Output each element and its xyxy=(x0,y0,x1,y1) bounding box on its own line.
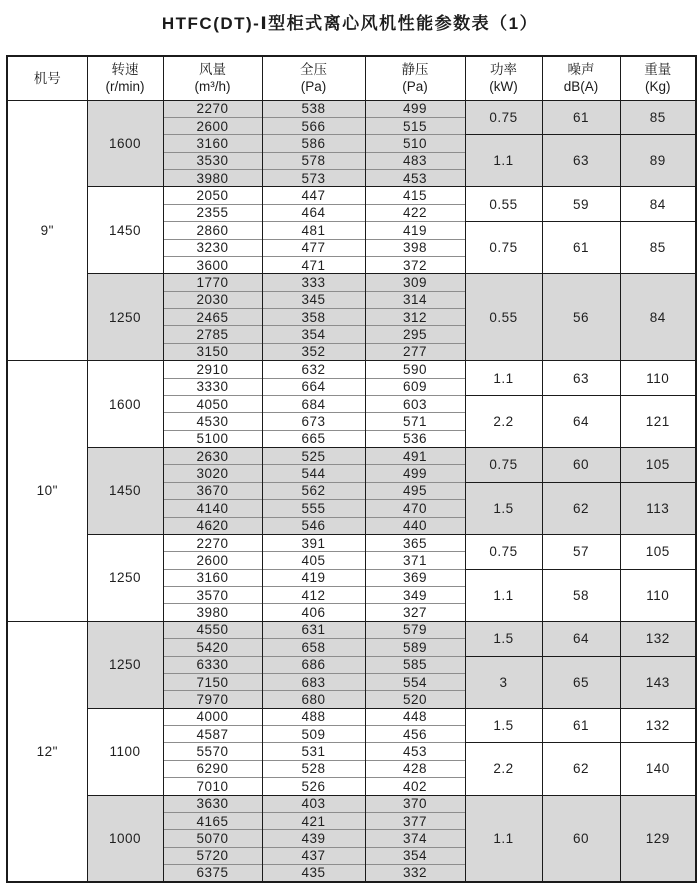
total-pressure-cell: 546 xyxy=(262,517,365,534)
static-pressure-cell: 554 xyxy=(365,673,465,690)
col-header-noise-label: 噪声 xyxy=(567,61,595,77)
power-cell: 1.5 xyxy=(465,482,542,534)
weight-cell: 110 xyxy=(620,569,696,621)
total-pressure-cell: 526 xyxy=(262,778,365,795)
airflow-cell: 4165 xyxy=(163,812,262,829)
static-pressure-cell: 590 xyxy=(365,361,465,378)
static-pressure-cell: 312 xyxy=(365,309,465,326)
airflow-cell: 3330 xyxy=(163,378,262,395)
airflow-cell: 5420 xyxy=(163,639,262,656)
power-cell: 0.75 xyxy=(465,100,542,135)
col-header-airflow-unit: (m³/h) xyxy=(194,79,231,95)
static-pressure-cell: 402 xyxy=(365,778,465,795)
header-row xyxy=(7,56,696,100)
size-cell: 12" xyxy=(7,621,87,882)
size-cell: 10" xyxy=(7,361,87,622)
table-row xyxy=(7,621,696,638)
airflow-cell: 5100 xyxy=(163,430,262,447)
static-pressure-cell: 309 xyxy=(365,274,465,291)
weight-cell: 113 xyxy=(620,482,696,534)
total-pressure-cell: 658 xyxy=(262,639,365,656)
airflow-cell: 3230 xyxy=(163,239,262,256)
static-pressure-cell: 440 xyxy=(365,517,465,534)
total-pressure-cell: 435 xyxy=(262,865,365,882)
static-pressure-cell: 365 xyxy=(365,534,465,551)
airflow-cell: 4587 xyxy=(163,726,262,743)
total-pressure-cell: 578 xyxy=(262,152,365,169)
airflow-cell: 3020 xyxy=(163,465,262,482)
total-pressure-cell: 555 xyxy=(262,500,365,517)
airflow-cell: 2270 xyxy=(163,534,262,551)
total-pressure-cell: 509 xyxy=(262,726,365,743)
noise-cell: 62 xyxy=(542,482,620,534)
static-pressure-cell: 456 xyxy=(365,726,465,743)
speed-cell: 1450 xyxy=(87,448,163,535)
static-pressure-cell: 499 xyxy=(365,465,465,482)
static-pressure-cell: 371 xyxy=(365,552,465,569)
total-pressure-cell: 354 xyxy=(262,326,365,343)
total-pressure-cell: 531 xyxy=(262,743,365,760)
noise-cell: 64 xyxy=(542,395,620,447)
power-cell: 2.2 xyxy=(465,743,542,795)
power-cell: 1.1 xyxy=(465,569,542,621)
static-pressure-cell: 419 xyxy=(365,222,465,239)
power-cell: 1.1 xyxy=(465,795,542,882)
fan-performance-table xyxy=(6,55,697,883)
static-pressure-cell: 470 xyxy=(365,500,465,517)
weight-cell: 89 xyxy=(620,135,696,187)
noise-cell: 60 xyxy=(542,448,620,483)
total-pressure-cell: 544 xyxy=(262,465,365,482)
total-pressure-cell: 684 xyxy=(262,395,365,412)
total-pressure-cell: 352 xyxy=(262,343,365,360)
airflow-cell: 3630 xyxy=(163,795,262,812)
total-pressure-cell: 664 xyxy=(262,378,365,395)
noise-cell: 58 xyxy=(542,569,620,621)
airflow-cell: 2270 xyxy=(163,100,262,117)
weight-cell: 84 xyxy=(620,187,696,222)
static-pressure-cell: 327 xyxy=(365,604,465,621)
airflow-cell: 3980 xyxy=(163,170,262,187)
total-pressure-cell: 562 xyxy=(262,482,365,499)
speed-cell: 1100 xyxy=(87,708,163,795)
airflow-cell: 7970 xyxy=(163,691,262,708)
speed-cell: 1000 xyxy=(87,795,163,882)
total-pressure-cell: 680 xyxy=(262,691,365,708)
airflow-cell: 4530 xyxy=(163,413,262,430)
noise-cell: 61 xyxy=(542,100,620,135)
total-pressure-cell: 464 xyxy=(262,204,365,221)
size-cell: 9" xyxy=(7,100,87,361)
airflow-cell: 4140 xyxy=(163,500,262,517)
airflow-cell: 2785 xyxy=(163,326,262,343)
airflow-cell: 7010 xyxy=(163,778,262,795)
weight-cell: 105 xyxy=(620,448,696,483)
static-pressure-cell: 603 xyxy=(365,395,465,412)
static-pressure-cell: 314 xyxy=(365,291,465,308)
weight-cell: 105 xyxy=(620,534,696,569)
table-row xyxy=(7,274,696,291)
static-pressure-cell: 332 xyxy=(365,865,465,882)
speed-cell: 1250 xyxy=(87,534,163,621)
col-header-total-pressure-unit: (Pa) xyxy=(300,79,327,95)
airflow-cell: 4620 xyxy=(163,517,262,534)
total-pressure-cell: 538 xyxy=(262,100,365,117)
noise-cell: 60 xyxy=(542,795,620,882)
airflow-cell: 3150 xyxy=(163,343,262,360)
total-pressure-cell: 419 xyxy=(262,569,365,586)
total-pressure-cell: 586 xyxy=(262,135,365,152)
total-pressure-cell: 632 xyxy=(262,361,365,378)
noise-cell: 57 xyxy=(542,534,620,569)
static-pressure-cell: 428 xyxy=(365,760,465,777)
static-pressure-cell: 579 xyxy=(365,621,465,638)
speed-cell: 1450 xyxy=(87,187,163,274)
col-header-total-pressure-label: 全压 xyxy=(300,61,327,77)
static-pressure-cell: 491 xyxy=(365,448,465,465)
noise-cell: 65 xyxy=(542,656,620,708)
speed-cell: 1600 xyxy=(87,361,163,448)
total-pressure-cell: 421 xyxy=(262,812,365,829)
airflow-cell: 2600 xyxy=(163,552,262,569)
table-row xyxy=(7,708,696,725)
static-pressure-cell: 349 xyxy=(365,587,465,604)
col-header-speed-label: 转速 xyxy=(111,61,139,77)
total-pressure-cell: 631 xyxy=(262,621,365,638)
static-pressure-cell: 372 xyxy=(365,256,465,273)
airflow-cell: 4000 xyxy=(163,708,262,725)
total-pressure-cell: 686 xyxy=(262,656,365,673)
airflow-cell: 1770 xyxy=(163,274,262,291)
total-pressure-cell: 391 xyxy=(262,534,365,551)
power-cell: 0.55 xyxy=(465,187,542,222)
col-header-static-pressure xyxy=(365,56,465,100)
col-header-total-pressure xyxy=(262,56,365,100)
airflow-cell: 5720 xyxy=(163,847,262,864)
power-cell: 1.1 xyxy=(465,135,542,187)
total-pressure-cell: 405 xyxy=(262,552,365,569)
col-header-airflow-label: 风量 xyxy=(199,61,226,77)
static-pressure-cell: 295 xyxy=(365,326,465,343)
table-row xyxy=(7,448,696,465)
airflow-cell: 3670 xyxy=(163,482,262,499)
noise-cell: 63 xyxy=(542,135,620,187)
static-pressure-cell: 571 xyxy=(365,413,465,430)
total-pressure-cell: 471 xyxy=(262,256,365,273)
weight-cell: 140 xyxy=(620,743,696,795)
total-pressure-cell: 333 xyxy=(262,274,365,291)
total-pressure-cell: 412 xyxy=(262,587,365,604)
static-pressure-cell: 483 xyxy=(365,152,465,169)
weight-cell: 110 xyxy=(620,361,696,396)
noise-cell: 59 xyxy=(542,187,620,222)
total-pressure-cell: 406 xyxy=(262,604,365,621)
power-cell: 1.5 xyxy=(465,621,542,656)
noise-cell: 64 xyxy=(542,621,620,656)
weight-cell: 129 xyxy=(620,795,696,882)
weight-cell: 121 xyxy=(620,395,696,447)
speed-cell: 1250 xyxy=(87,621,163,708)
static-pressure-cell: 453 xyxy=(365,170,465,187)
static-pressure-cell: 354 xyxy=(365,847,465,864)
table-row xyxy=(7,187,696,204)
total-pressure-cell: 439 xyxy=(262,830,365,847)
total-pressure-cell: 481 xyxy=(262,222,365,239)
power-cell: 0.75 xyxy=(465,448,542,483)
weight-cell: 85 xyxy=(620,222,696,274)
static-pressure-cell: 495 xyxy=(365,482,465,499)
static-pressure-cell: 422 xyxy=(365,204,465,221)
static-pressure-cell: 415 xyxy=(365,187,465,204)
airflow-cell: 2860 xyxy=(163,222,262,239)
static-pressure-cell: 277 xyxy=(365,343,465,360)
total-pressure-cell: 437 xyxy=(262,847,365,864)
airflow-cell: 3160 xyxy=(163,135,262,152)
static-pressure-cell: 398 xyxy=(365,239,465,256)
col-header-speed-unit: (r/min) xyxy=(105,79,145,95)
noise-cell: 63 xyxy=(542,361,620,396)
airflow-cell: 5070 xyxy=(163,830,262,847)
total-pressure-cell: 673 xyxy=(262,413,365,430)
total-pressure-cell: 566 xyxy=(262,117,365,134)
total-pressure-cell: 665 xyxy=(262,430,365,447)
airflow-cell: 3160 xyxy=(163,569,262,586)
airflow-cell: 3600 xyxy=(163,256,262,273)
weight-cell: 132 xyxy=(620,708,696,743)
total-pressure-cell: 477 xyxy=(262,239,365,256)
noise-cell: 56 xyxy=(542,274,620,361)
airflow-cell: 3980 xyxy=(163,604,262,621)
airflow-cell: 7150 xyxy=(163,673,262,690)
weight-cell: 84 xyxy=(620,274,696,361)
airflow-cell: 2465 xyxy=(163,309,262,326)
static-pressure-cell: 520 xyxy=(365,691,465,708)
power-cell: 0.55 xyxy=(465,274,542,361)
static-pressure-cell: 377 xyxy=(365,812,465,829)
col-header-weight-unit: (Kg) xyxy=(644,79,671,95)
static-pressure-cell: 589 xyxy=(365,639,465,656)
total-pressure-cell: 573 xyxy=(262,170,365,187)
power-cell: 0.75 xyxy=(465,534,542,569)
weight-cell: 143 xyxy=(620,656,696,708)
static-pressure-cell: 515 xyxy=(365,117,465,134)
airflow-cell: 2600 xyxy=(163,117,262,134)
total-pressure-cell: 525 xyxy=(262,448,365,465)
page-title: HTFC(DT)-Ⅰ型柜式离心风机性能参数表（1） xyxy=(161,14,539,33)
weight-cell: 132 xyxy=(620,621,696,656)
airflow-cell: 2630 xyxy=(163,448,262,465)
speed-cell: 1250 xyxy=(87,274,163,361)
noise-cell: 61 xyxy=(542,222,620,274)
airflow-cell: 2030 xyxy=(163,291,262,308)
static-pressure-cell: 370 xyxy=(365,795,465,812)
col-header-noise xyxy=(542,56,620,100)
table-header xyxy=(7,56,696,100)
col-header-static-pressure-unit: (Pa) xyxy=(402,79,428,95)
noise-cell: 61 xyxy=(542,708,620,743)
total-pressure-cell: 358 xyxy=(262,309,365,326)
col-header-power xyxy=(465,56,542,100)
airflow-cell: 2355 xyxy=(163,204,262,221)
col-header-weight-label: 重量 xyxy=(644,61,672,77)
col-header-power-label: 功率 xyxy=(490,61,517,77)
static-pressure-cell: 609 xyxy=(365,378,465,395)
airflow-cell: 3570 xyxy=(163,587,262,604)
airflow-cell: 6290 xyxy=(163,760,262,777)
airflow-cell: 4550 xyxy=(163,621,262,638)
total-pressure-cell: 345 xyxy=(262,291,365,308)
col-header-power-unit: (kW) xyxy=(489,79,518,95)
static-pressure-cell: 585 xyxy=(365,656,465,673)
airflow-cell: 4050 xyxy=(163,395,262,412)
power-cell: 1.5 xyxy=(465,708,542,743)
airflow-cell: 6375 xyxy=(163,865,262,882)
power-cell: 0.75 xyxy=(465,222,542,274)
static-pressure-cell: 499 xyxy=(365,100,465,117)
total-pressure-cell: 488 xyxy=(262,708,365,725)
table-body xyxy=(7,100,696,882)
col-header-weight xyxy=(620,56,696,100)
static-pressure-cell: 448 xyxy=(365,708,465,725)
static-pressure-cell: 369 xyxy=(365,569,465,586)
table-row xyxy=(7,361,696,378)
col-header-airflow xyxy=(163,56,262,100)
power-cell: 1.1 xyxy=(465,361,542,396)
weight-cell: 85 xyxy=(620,100,696,135)
total-pressure-cell: 683 xyxy=(262,673,365,690)
noise-cell: 62 xyxy=(542,743,620,795)
table-row xyxy=(7,534,696,551)
airflow-cell: 2050 xyxy=(163,187,262,204)
total-pressure-cell: 403 xyxy=(262,795,365,812)
power-cell: 2.2 xyxy=(465,395,542,447)
airflow-cell: 2910 xyxy=(163,361,262,378)
speed-cell: 1600 xyxy=(87,100,163,187)
col-header-speed xyxy=(87,56,163,100)
total-pressure-cell: 528 xyxy=(262,760,365,777)
table-row xyxy=(7,100,696,117)
airflow-cell: 6330 xyxy=(163,656,262,673)
static-pressure-cell: 374 xyxy=(365,830,465,847)
col-header-noise-unit: dB(A) xyxy=(563,79,599,95)
total-pressure-cell: 447 xyxy=(262,187,365,204)
airflow-cell: 3530 xyxy=(163,152,262,169)
static-pressure-cell: 536 xyxy=(365,430,465,447)
col-header-static-pressure-label: 静压 xyxy=(401,61,429,77)
col-header-size xyxy=(7,56,87,100)
col-header-size-label: 机号 xyxy=(33,70,61,86)
power-cell: 3 xyxy=(465,656,542,708)
airflow-cell: 5570 xyxy=(163,743,262,760)
static-pressure-cell: 453 xyxy=(365,743,465,760)
table-row xyxy=(7,795,696,812)
static-pressure-cell: 510 xyxy=(365,135,465,152)
